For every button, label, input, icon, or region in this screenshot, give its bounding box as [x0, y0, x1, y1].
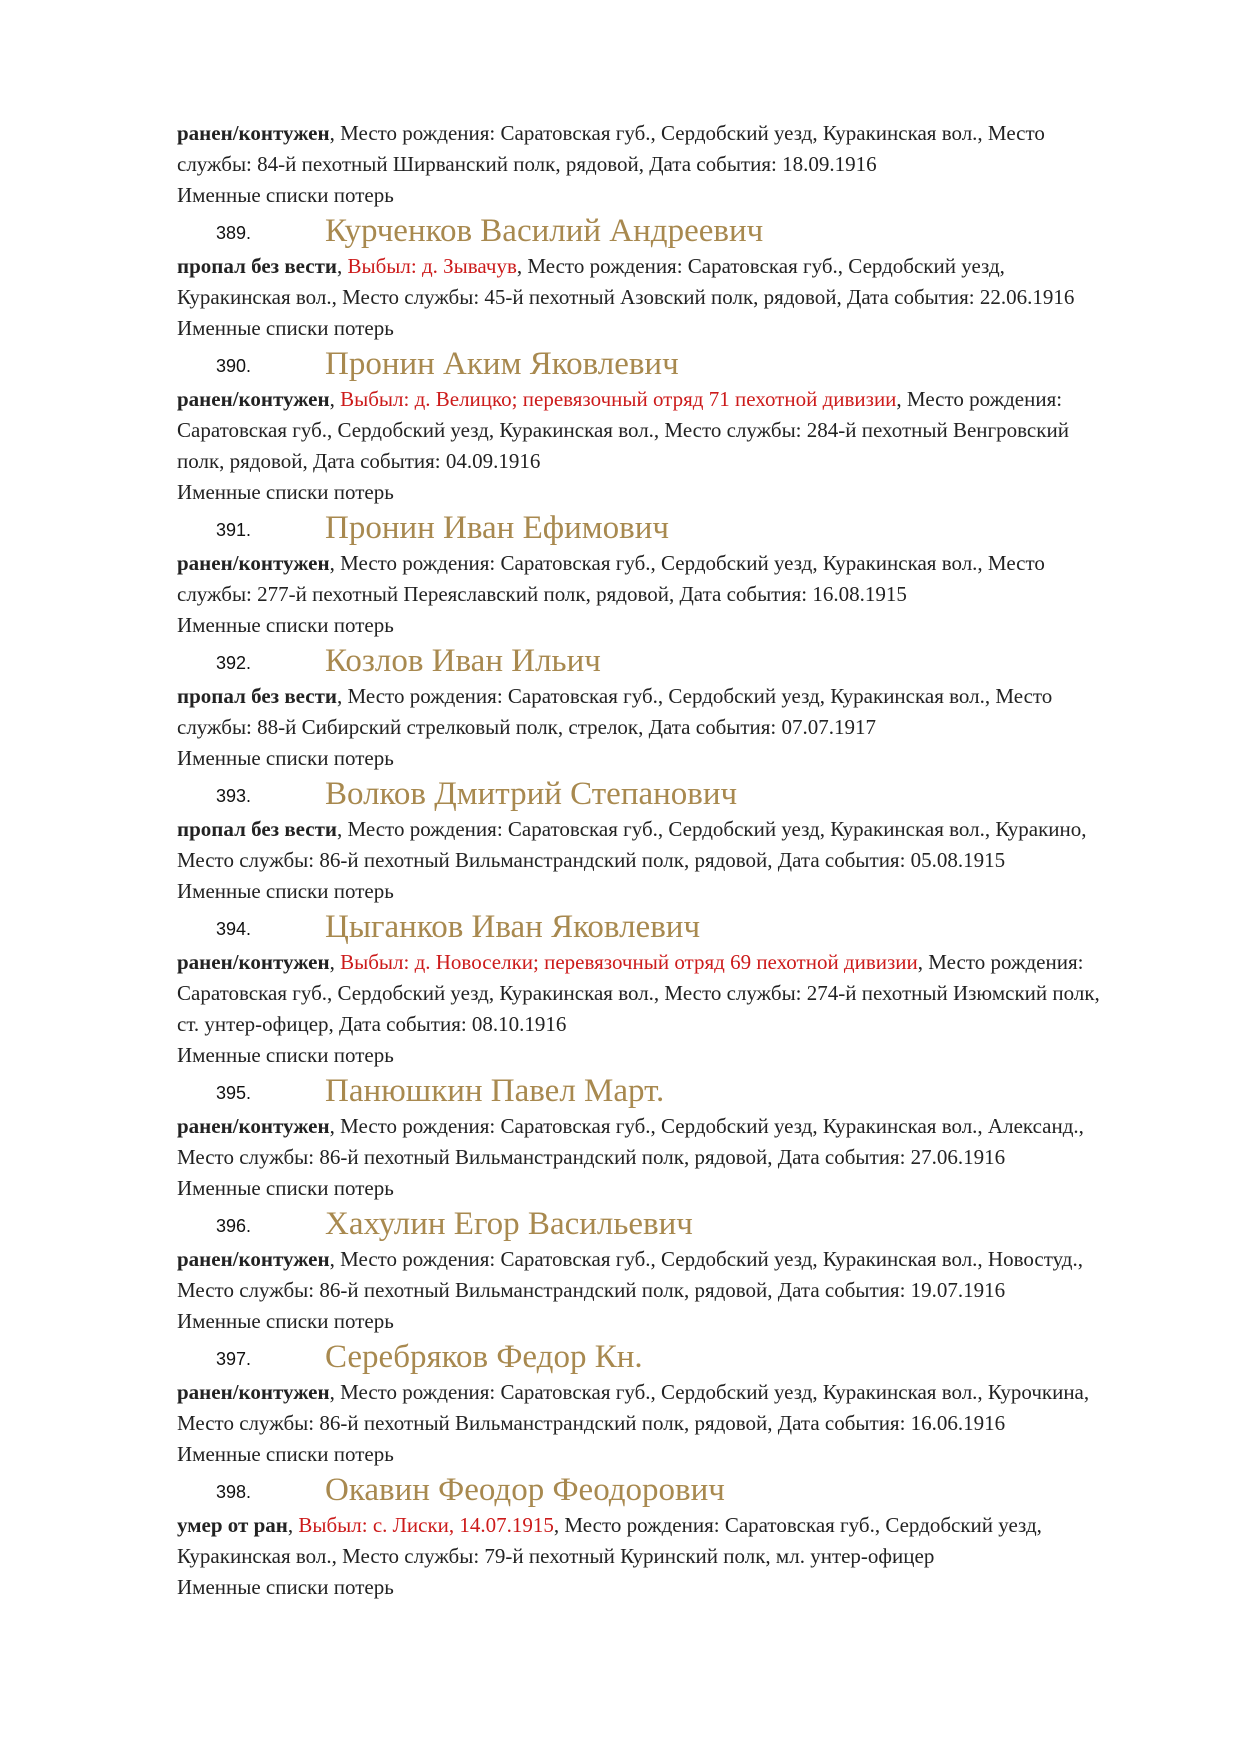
record-header: [177, 641, 1157, 681]
record-line-2: Место службы: 86-й пехотный Вильманстрандский полк, рядовой, Дата события: 05.08.1915: [177, 848, 1006, 872]
source-list-label: Именные списки потерь: [177, 480, 394, 504]
record-entry: [177, 641, 1157, 774]
record-entry: [177, 1071, 1157, 1204]
record-line-1: [177, 814, 1157, 845]
record-line-2: Куракинская вол., Место службы: 79-й пехотный Куринский полк, мл. унтер-офицер: [177, 1544, 935, 1568]
person-name: Цыганков Иван Яковлевич: [325, 909, 701, 945]
record-number: 396.: [216, 1216, 252, 1236]
record-number: 389.: [216, 223, 252, 243]
record-line-1: [177, 384, 1157, 415]
record-separator: ,: [329, 950, 341, 974]
record-number: 393.: [216, 786, 252, 806]
record-status: ранен/контужен: [177, 387, 330, 411]
record-status: ранен/контужен: [177, 950, 330, 974]
record-entry: [177, 344, 1157, 508]
record-line-1: [177, 1244, 1157, 1275]
record-line-1: [177, 251, 1157, 282]
source-list-label: Именные списки потерь: [177, 1442, 394, 1466]
record-header: [177, 1071, 1157, 1111]
dropout-info: Выбыл: д. Новоселки; перевязочный отряд 69 пехотной дивизии: [340, 950, 918, 974]
record-number: 391.: [216, 520, 252, 540]
person-name: Пронин Аким Яковлевич: [325, 346, 679, 382]
record-details: , Место рождения: Саратовская губ., Сердобский уезд, Куракинская вол., Куракино,: [336, 817, 1087, 841]
record-number: 390.: [216, 356, 252, 376]
record-line-1: [177, 947, 1157, 978]
record-number: 395.: [216, 1083, 252, 1103]
person-name: Панюшкин Павел Март.: [325, 1073, 665, 1109]
person-name: Пронин Иван Ефимович: [325, 510, 670, 546]
record-number: 394.: [216, 919, 252, 939]
dropout-info: Выбыл: д. Велицко; перевязочный отряд 71 пехотной дивизии: [340, 387, 897, 411]
record-entry: [177, 774, 1157, 907]
record-entry: [177, 211, 1157, 344]
record-status: умер от ран: [177, 1513, 288, 1537]
record-entry: [177, 1337, 1157, 1470]
record-status: ранен/контужен: [177, 121, 330, 145]
source-list-label: Именные списки потерь: [177, 1043, 394, 1067]
record-separator: ,: [336, 254, 348, 278]
record-line-2: Место службы: 86-й пехотный Вильманстрандский полк, рядовой, Дата события: 19.07.1916: [177, 1278, 1006, 1302]
dropout-info: Выбыл: д. Зывачув: [347, 254, 517, 278]
record-details: , Место рождения: Саратовская губ., Сердобский уезд, Куракинская вол., Место: [329, 551, 1045, 575]
record-details: , Место рождения: Саратовская губ., Сердобский уезд, Куракинская вол., Александ.,: [329, 1114, 1084, 1138]
record-line-2: службы: 277-й пехотный Переяславский полк, рядовой, Дата события: 16.08.1915: [177, 582, 907, 606]
record-details: , Место рождения:: [917, 950, 1084, 974]
record-details: , Место рождения: Саратовская губ., Сердобский уезд,: [553, 1513, 1042, 1537]
record-header: [177, 1337, 1157, 1377]
record-line-2: службы: 88-й Сибирский стрелковый полк, стрелок, Дата события: 07.07.1917: [177, 715, 877, 739]
record-entry: [177, 508, 1157, 641]
entries-list: [177, 211, 1157, 1603]
person-name: Хахулин Егор Васильевич: [325, 1206, 693, 1242]
record-status: пропал без вести: [177, 254, 337, 278]
document-page: [177, 118, 1157, 1603]
source-list-label: Именные списки потерь: [177, 1575, 394, 1599]
record-number: 397.: [216, 1349, 252, 1369]
record-header: [177, 774, 1157, 814]
record-line-1: [177, 681, 1157, 712]
person-name: Волков Дмитрий Степанович: [325, 776, 738, 812]
source-list-label: Именные списки потерь: [177, 1176, 394, 1200]
source-list-label: Именные списки потерь: [177, 746, 394, 770]
record-line-2: Саратовская губ., Сердобский уезд, Куракинская вол., Место службы: 284-й пехотный Венгровский: [177, 418, 1069, 442]
record-status: ранен/контужен: [177, 1114, 330, 1138]
record-status: пропал без вести: [177, 684, 337, 708]
record-status: ранен/контужен: [177, 1247, 330, 1271]
record-details: , Место рождения: Саратовская губ., Сердобский уезд, Куракинская вол., Место: [329, 121, 1045, 145]
record-line-2: Место службы: 86-й пехотный Вильманстрандский полк, рядовой, Дата события: 27.06.1916: [177, 1145, 1006, 1169]
record-line-2: службы: 84-й пехотный Ширванский полк, рядовой, Дата события: 18.09.1916: [177, 152, 877, 176]
record-details: , Место рождения:: [896, 387, 1063, 411]
record-separator: ,: [287, 1513, 299, 1537]
record-entry: [177, 1470, 1157, 1603]
record-details: , Место рождения: Саратовская губ., Сердобский уезд, Куракинская вол., Новостуд.,: [329, 1247, 1083, 1271]
record-header: [177, 907, 1157, 947]
person-name: Козлов Иван Ильич: [325, 643, 601, 679]
person-name: Курченков Василий Андреевич: [325, 213, 764, 249]
record-continued: [177, 118, 1157, 211]
source-list-label: Именные списки потерь: [177, 1309, 394, 1333]
record-entry: [177, 907, 1157, 1071]
record-line-1: [177, 548, 1157, 579]
record-separator: ,: [329, 387, 341, 411]
record-header: [177, 508, 1157, 548]
record-line-2: Место службы: 86-й пехотный Вильманстрандский полк, рядовой, Дата события: 16.06.1916: [177, 1411, 1006, 1435]
record-line-1: [177, 1377, 1157, 1408]
record-number: 398.: [216, 1482, 252, 1502]
record-details: , Место рождения: Саратовская губ., Сердобский уезд,: [516, 254, 1005, 278]
record-number: 392.: [216, 653, 252, 673]
record-header: [177, 211, 1157, 251]
person-name: Окавин Феодор Феодорович: [325, 1472, 725, 1508]
source-list-label: Именные списки потерь: [177, 316, 394, 340]
record-line-1: [177, 1111, 1157, 1142]
record-status: ранен/контужен: [177, 551, 330, 575]
source-list-label: Именные списки потерь: [177, 879, 394, 903]
record-status: пропал без вести: [177, 817, 337, 841]
record-line-3: полк, рядовой, Дата события: 04.09.1916: [177, 449, 541, 473]
record-line-2: Куракинская вол., Место службы: 45-й пехотный Азовский полк, рядовой, Дата события: 22.06.1916: [177, 285, 1075, 309]
record-header: [177, 1470, 1157, 1510]
record-line-3: ст. унтер-офицер, Дата события: 08.10.1916: [177, 1012, 567, 1036]
dropout-info: Выбыл: с. Лиски, 14.07.1915: [298, 1513, 554, 1537]
record-line-1: [177, 118, 1157, 149]
record-line-1: [177, 1510, 1157, 1541]
record-header: [177, 344, 1157, 384]
source-list-label: Именные списки потерь: [177, 613, 394, 637]
record-details: , Место рождения: Саратовская губ., Сердобский уезд, Куракинская вол., Курочкина,: [329, 1380, 1090, 1404]
record-status: ранен/контужен: [177, 1380, 330, 1404]
source-list-label: Именные списки потерь: [177, 183, 394, 207]
record-line-2: Саратовская губ., Сердобский уезд, Куракинская вол., Место службы: 274-й пехотный Изюмский полк,: [177, 981, 1100, 1005]
record-header: [177, 1204, 1157, 1244]
record-entry: [177, 1204, 1157, 1337]
person-name: Серебряков Федор Кн.: [325, 1339, 643, 1375]
record-details: , Место рождения: Саратовская губ., Сердобский уезд, Куракинская вол., Место: [336, 684, 1053, 708]
